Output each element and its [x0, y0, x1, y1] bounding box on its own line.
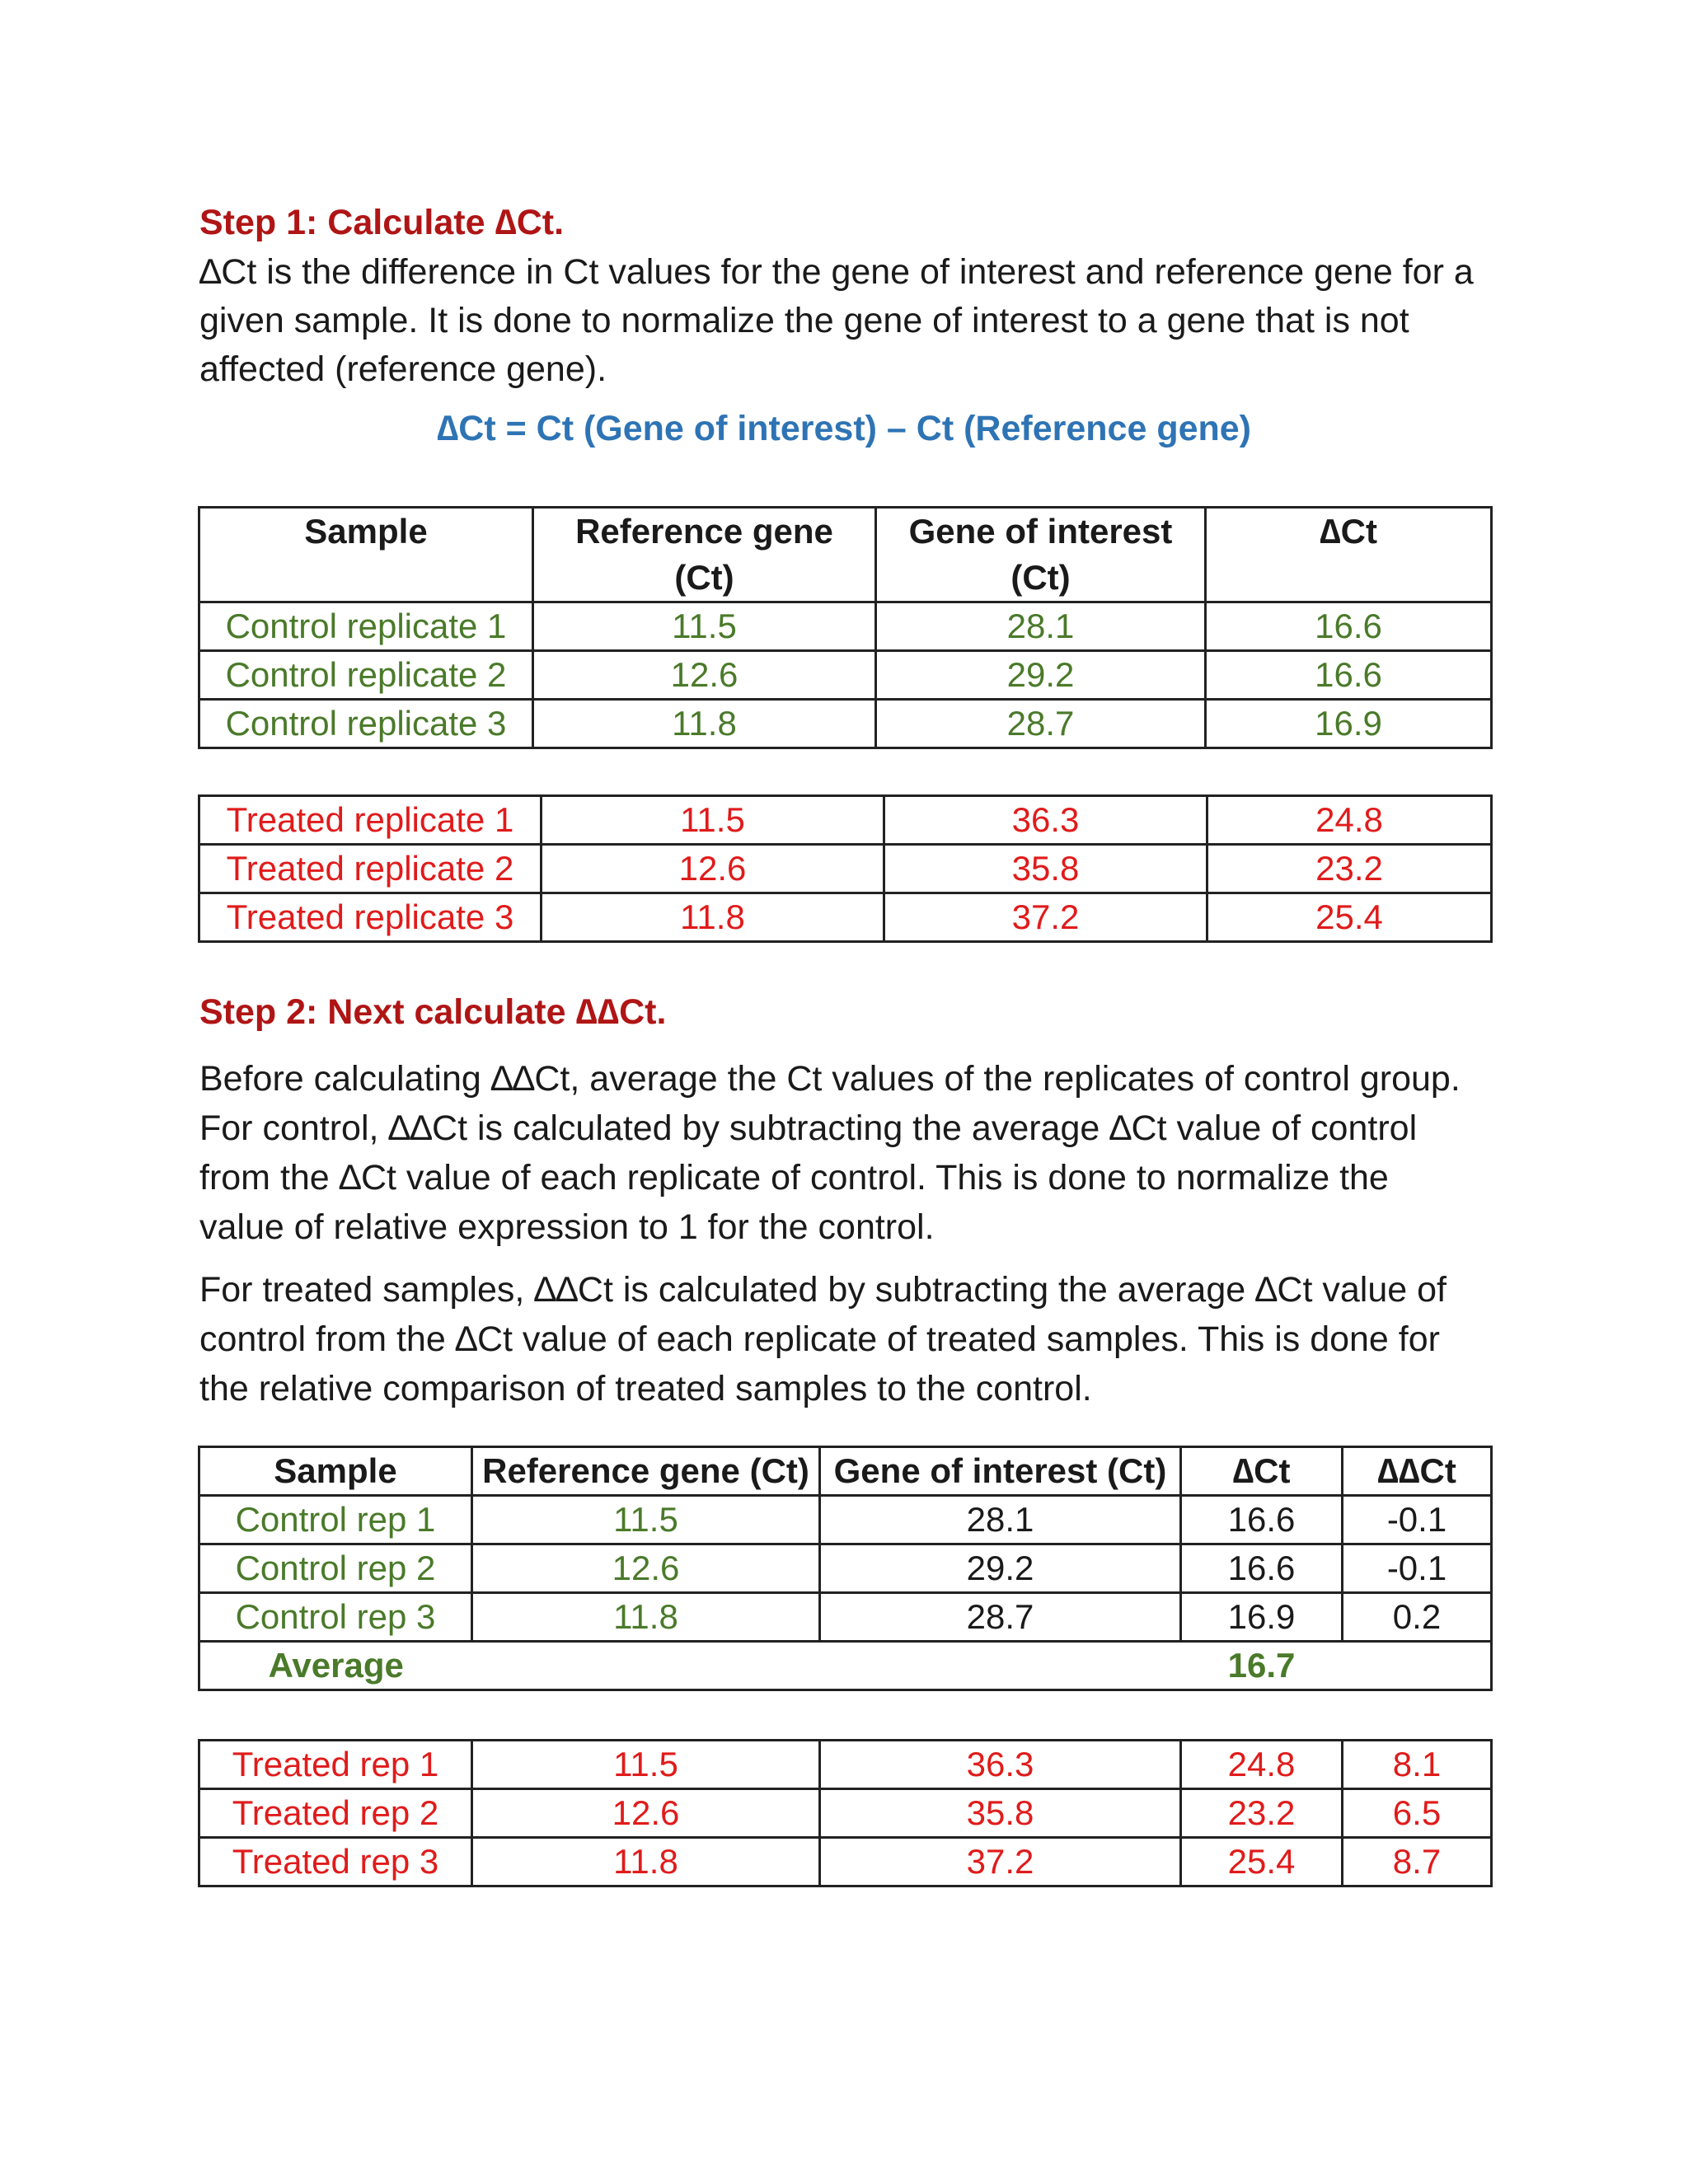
table-row: [199, 1789, 1492, 1838]
step2-paragraph-2: [199, 1265, 1502, 1413]
delta-delta-ct-control-table: [198, 1446, 1493, 1691]
table-row: [199, 1838, 1492, 1886]
dct-cell: 23.2: [1207, 845, 1492, 893]
step2-text-line: For treated samples, ∆∆Ct is calculated by subtracting the average ∆Ct value of: [199, 1270, 1447, 1310]
sample-cell: Treated rep 1: [199, 1741, 472, 1789]
ref-cell: 11.8: [533, 700, 876, 748]
sample-cell: Control rep 3: [199, 1593, 472, 1642]
table-header-row: [199, 508, 1492, 602]
header-reference-gene: Reference gene (Ct): [472, 1447, 820, 1496]
header-delta-ct: ∆Ct: [1181, 1447, 1343, 1496]
goi-cell: 37.2: [820, 1838, 1181, 1886]
table-row: [199, 796, 1492, 845]
sample-cell: Control replicate 3: [199, 700, 533, 748]
table-row: [199, 651, 1492, 700]
dct-cell: 16.6: [1206, 651, 1492, 700]
ddct-cell: 8.1: [1343, 1741, 1492, 1789]
ddct-cell: 0.2: [1343, 1593, 1492, 1642]
sample-cell: Treated rep 3: [199, 1838, 472, 1886]
dct-cell: 23.2: [1181, 1789, 1343, 1838]
dct-cell: 16.6: [1181, 1544, 1343, 1593]
step2-text-line: value of relative expression to 1 for the control.: [199, 1207, 935, 1247]
step1-text-line: ∆Ct is the difference in Ct values for the gene of interest and reference gene for a: [199, 252, 1474, 292]
header-sample: Sample: [199, 1447, 472, 1496]
step2-paragraph-1: [199, 1054, 1502, 1252]
table-row: [199, 1544, 1492, 1593]
ref-cell: 11.5: [472, 1496, 820, 1544]
empty-cell: [820, 1642, 1181, 1690]
goi-cell: 28.1: [820, 1496, 1181, 1544]
header-delta-delta-ct: ∆∆Ct: [1343, 1447, 1492, 1496]
ddct-cell: -0.1: [1343, 1496, 1492, 1544]
ref-cell: 12.6: [542, 845, 884, 893]
goi-cell: 28.1: [876, 602, 1206, 651]
step2-text-line: For control, ∆∆Ct is calculated by subtracting the average ∆Ct value of control: [199, 1108, 1418, 1148]
ref-cell: 12.6: [472, 1789, 820, 1838]
dct-cell: 24.8: [1207, 796, 1492, 845]
dct-cell: 25.4: [1207, 893, 1492, 942]
goi-cell: 36.3: [884, 796, 1207, 845]
step1-description: [199, 248, 1502, 394]
step2-text-line: from the ∆Ct value of each replicate of control. This is done to normalize the: [199, 1158, 1389, 1197]
step1-text-line: given sample. It is done to normalize the gene of interest to a gene that is not: [199, 301, 1409, 340]
dct-cell: 16.6: [1181, 1496, 1343, 1544]
header-sample: Sample: [199, 508, 533, 602]
goi-cell: 28.7: [876, 700, 1206, 748]
ref-cell: 11.5: [542, 796, 884, 845]
table-row: [199, 1496, 1492, 1544]
dct-cell: 24.8: [1181, 1741, 1343, 1789]
step2-title: Step 2: Next calculate ∆∆Ct.: [199, 992, 667, 1032]
goi-cell: 29.2: [876, 651, 1206, 700]
step2-text-line: control from the ∆Ct value of each replicate of treated samples. This is done for: [199, 1319, 1440, 1359]
ddct-cell: 6.5: [1343, 1789, 1492, 1838]
step2-text-line: the relative comparison of treated samples to the control.: [199, 1369, 1092, 1408]
sample-cell: Control rep 2: [199, 1544, 472, 1593]
average-dct: 16.7: [1181, 1642, 1343, 1690]
goi-cell: 37.2: [884, 893, 1207, 942]
sample-cell: Treated replicate 3: [199, 893, 542, 942]
ref-cell: 11.5: [472, 1741, 820, 1789]
ref-cell: 12.6: [472, 1544, 820, 1593]
table-row: [199, 845, 1492, 893]
step1-title: Step 1: Calculate ∆Ct.: [199, 203, 565, 242]
ref-cell: 11.5: [533, 602, 876, 651]
goi-cell: 36.3: [820, 1741, 1181, 1789]
table-row: [199, 1593, 1492, 1642]
table-row: [199, 700, 1492, 748]
goi-cell: 28.7: [820, 1593, 1181, 1642]
header-delta-ct: ∆Ct: [1206, 508, 1492, 602]
table-row: [199, 893, 1492, 942]
ddct-cell: 8.7: [1343, 1838, 1492, 1886]
header-gene-of-interest: Gene of interest (Ct): [876, 508, 1206, 602]
sample-cell: Control rep 1: [199, 1496, 472, 1544]
step2-text-line: Before calculating ∆∆Ct, average the Ct values of the replicates of control group.: [199, 1059, 1461, 1099]
goi-cell: 35.8: [820, 1789, 1181, 1838]
table-header-row: [199, 1447, 1492, 1496]
sample-cell: Control replicate 1: [199, 602, 533, 651]
ref-cell: 11.8: [542, 893, 884, 942]
empty-cell: [1343, 1642, 1492, 1690]
dct-cell: 16.6: [1206, 602, 1492, 651]
ref-cell: 11.8: [472, 1838, 820, 1886]
sample-cell: Treated rep 2: [199, 1789, 472, 1838]
dct-cell: 16.9: [1206, 700, 1492, 748]
sample-cell: Control replicate 2: [199, 651, 533, 700]
ref-cell: 12.6: [533, 651, 876, 700]
sample-cell: Treated replicate 1: [199, 796, 542, 845]
dct-cell: 16.9: [1181, 1593, 1343, 1642]
average-row: [199, 1642, 1492, 1690]
ddct-cell: -0.1: [1343, 1544, 1492, 1593]
table-row: [199, 1741, 1492, 1789]
step1-text-line: affected (reference gene).: [199, 349, 607, 389]
delta-ct-formula: ∆Ct = Ct (Gene of interest) – Ct (Reference gene): [436, 409, 1251, 448]
ref-cell: 11.8: [472, 1593, 820, 1642]
goi-cell: 35.8: [884, 845, 1207, 893]
delta-ct-treated-table: [198, 794, 1493, 943]
delta-ct-control-table: [198, 506, 1493, 749]
goi-cell: 29.2: [820, 1544, 1181, 1593]
sample-cell: Treated replicate 2: [199, 845, 542, 893]
average-label: Average: [199, 1642, 472, 1690]
dct-cell: 25.4: [1181, 1838, 1343, 1886]
header-reference-gene: Reference gene (Ct): [533, 508, 876, 602]
empty-cell: [472, 1642, 820, 1690]
delta-delta-ct-treated-table: [198, 1739, 1493, 1887]
header-gene-of-interest: Gene of interest (Ct): [820, 1447, 1181, 1496]
table-row: [199, 602, 1492, 651]
